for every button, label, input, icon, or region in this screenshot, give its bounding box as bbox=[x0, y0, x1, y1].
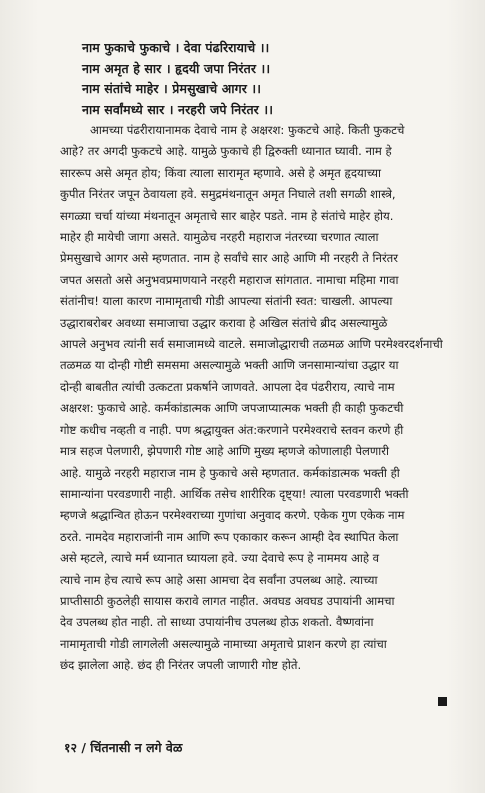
body-line: नामामृताची गोडी लागलेली असल्यामुळे नामाच्या अमृताचे प्राशन करणे हा त्यांचा bbox=[60, 636, 387, 651]
body-line: ठरते. नामदेव महाराजांनी नाम आणि रूप एकाकार करून आम्ही देव स्थापित केला bbox=[60, 529, 399, 544]
body-line: संतांनीच! याला कारण नामामृताची गोडी आपल्या संतांनी स्वत: चाखली. आपल्या bbox=[60, 294, 393, 309]
body-line: साररूप असे अमृत होय; किंवा त्याला सारामृत म्हणावे. असे हे अमृत हृदयाच्या bbox=[60, 165, 382, 180]
body-line: असे म्हटले, त्याचे मर्म ध्यानात घ्यायला हवे. ज्या देवाचे रूप हे नाममय आहे व bbox=[60, 551, 380, 566]
body-line: आहे. यामुळे नरहरी महाराज नाम हे फुकाचे असे म्हणतात. कर्मकांडात्मक भक्ती ही bbox=[60, 465, 400, 480]
body-line: जपत असतो असे अनुभवप्रमाणयाने नरहरी महाराज सांगतात. नामाचा महिमा गावा bbox=[60, 272, 399, 287]
body-line: सामान्यांना परवडणारी नाही. आर्थिक तसेच शारीरिक दृष्ट्या! त्याला परवडणारी भक्ती bbox=[60, 486, 409, 501]
body-line: गोष्ट कधीच नव्हती व नाही. पण श्रद्धायुक्त अंत:करणाने परमेश्वराचे स्तवन करणे ही bbox=[60, 422, 404, 437]
end-of-section-square-icon bbox=[438, 697, 447, 706]
body-line: प्रेमसुखाचे आगर असे म्हणतात. नाम हे सर्वांचे सार आहे आणि मी नरहरी ते निरंतर bbox=[60, 251, 399, 266]
body-line: आमच्या पंढरीरायानामक देवाचे नाम हे अक्षरश: फुकटचे आहे. किती फुकटचे bbox=[90, 123, 405, 137]
body-line: सगळ्या चर्चा यांच्या मंथनातून अमृताचे सार बाहेर पडते. नाम हे संतांचे माहेर होय. bbox=[60, 208, 394, 223]
body-line: देव उपलब्ध होत नाही. तो साध्या उपायांनीच उपलब्ध होऊ शकतो. वैष्णवांना bbox=[60, 615, 374, 630]
body-line: कुपीत निरंतर जपून ठेवायला हवे. समुद्रमंथनातून अमृत निघाले तशी सगळी शास्त्रे, bbox=[60, 187, 396, 202]
body-line: त्याचे नाम हेच त्याचे रूप आहे असा आमचा देव सर्वांना उपलब्ध आहे. त्याच्या bbox=[60, 572, 378, 587]
body-paragraph bbox=[60, 120, 455, 677]
body-line: दोन्ही बाबतीत त्यांची उत्कटता प्रकर्षाने जाणवते. आपला देव पंढरीराय, त्याचे नाम bbox=[60, 379, 395, 394]
verse-line: नाम संतांचे माहेर । प्रेमसुखाचे आगर ।। bbox=[82, 81, 262, 96]
verse-line: नाम फुकाचे फुकाचे । देवा पंढरिरायाचे ।। bbox=[82, 40, 270, 55]
body-line: अक्षरश: फुकाचे आहे. कर्मकांडात्मक आणि जपजाप्यात्मक भक्ती ही काही फुकटची bbox=[60, 401, 404, 416]
verse-line: नाम अमृत हे सार । हृदयी जपा निरंतर ।। bbox=[82, 60, 271, 76]
body-line: प्राप्तीसाठी कुठलेही सायास करावे लागत नाहीत. अवघड अवघड उपायांनी आमचा bbox=[60, 593, 395, 608]
body-line: आहे? तर अगदी फुकटचे आहे. यामुळे फुकाचे ही द्विरुक्ती ध्यानात घ्यावी. नाम हे bbox=[60, 144, 392, 159]
body-line: उद्धाराबरोबर अवध्या समाजाचा उद्धार करावा हे अखिल संतांचे ब्रीद असल्यामुळे bbox=[60, 315, 388, 330]
verse-block bbox=[82, 38, 442, 120]
body-line: छंद झालेला आहे. छंद ही निरंतर जपली जाणारी गोष्ट होते. bbox=[60, 658, 302, 673]
body-line: आपले अनुभव त्यांनी सर्व समाजामध्ये वाटले. समाजोद्धाराची तळमळ आणि परमेश्वरदर्शनाची bbox=[60, 337, 443, 352]
verse-line: नाम सर्वांमध्ये सार । नरहरी जपे निरंतर ।। bbox=[82, 101, 274, 117]
body-line: तळमळ या दोन्ही गोष्टी समसमा असल्यामुळे भक्ती आणि जनसामान्यांचा उद्धार या bbox=[60, 358, 399, 373]
page-footer: १२ / चिंतनासी न लगे वेळ bbox=[64, 740, 183, 755]
body-line: मात्र सहज पेलणारी, झेपणारी गोष्ट आहे आणि मुख्य म्हणजे कोणालाही पेलणारी bbox=[60, 444, 390, 459]
body-line: माहेर ही मायेची जागा असते. यामुळेच नरहरी महाराज नंतरच्या चरणात त्याला bbox=[60, 230, 379, 245]
body-line: म्हणजे श्रद्धान्वित होऊन परमेश्वराच्या गुणांचा अनुवाद करणे. एकेक गुण एकेक नाम bbox=[60, 508, 405, 523]
